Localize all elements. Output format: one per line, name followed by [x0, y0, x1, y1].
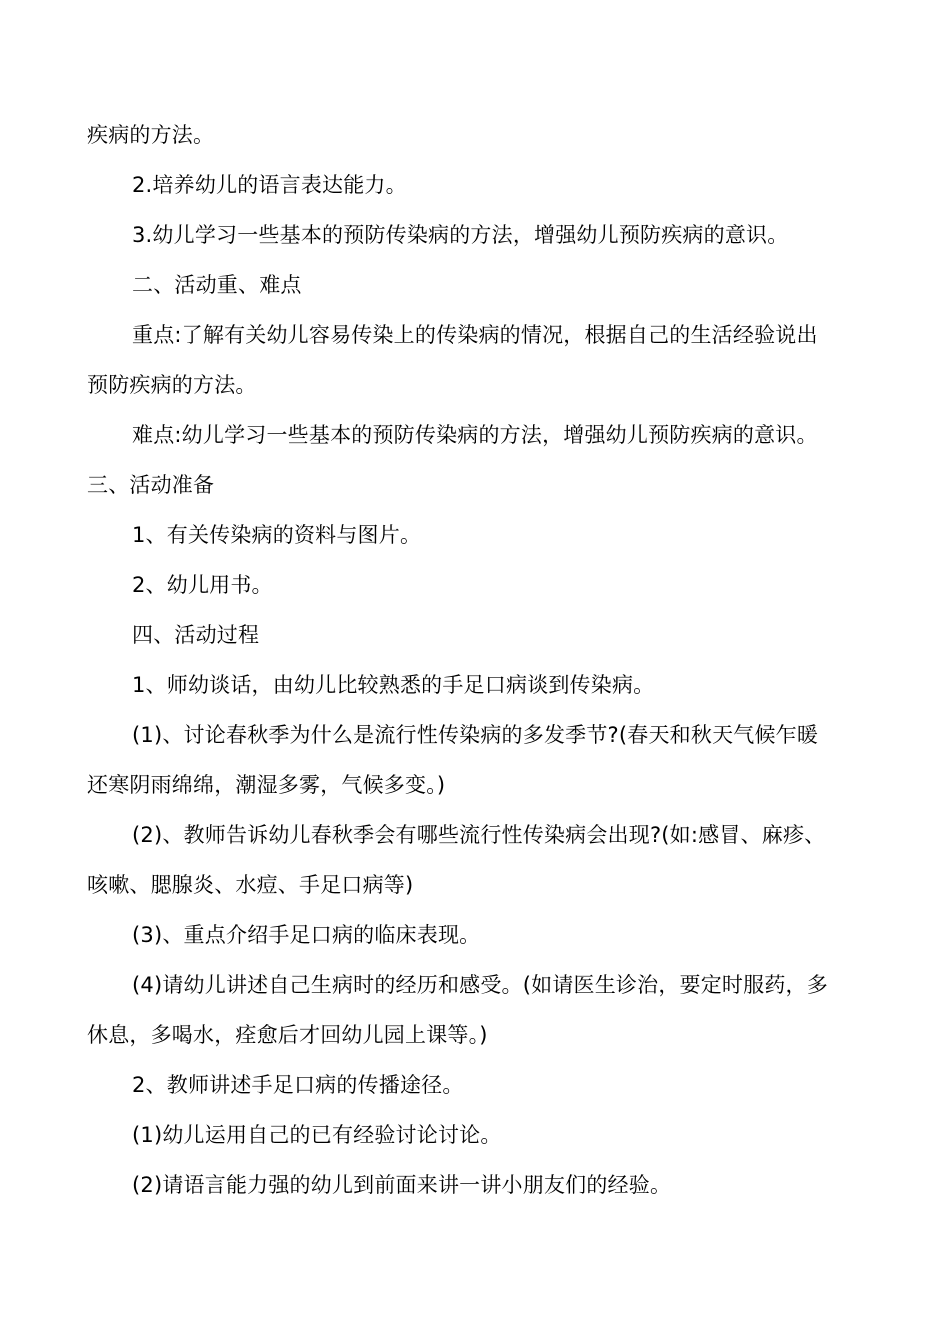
process-substep: (1)、讨论春秋季为什么是流行性传染病的多发季节?(春天和秋天气候乍暖 — [132, 723, 819, 747]
key-point: 重点:了解有关幼儿容易传染上的传染病的情况，根据自己的生活经验说出 — [132, 323, 818, 347]
preparation-item: 1、有关传染病的资料与图片。 — [132, 523, 422, 547]
process-substep: (2)、教师告诉幼儿春秋季会有哪些流行性传染病会出现?(如:感冒、麻疹、 — [132, 823, 826, 847]
difficult-point: 难点:幼儿学习一些基本的预防传染病的方法，增强幼儿预防疾病的意识。 — [132, 423, 818, 447]
section-heading: 二、活动重、难点 — [132, 273, 302, 297]
text-line: 休息，多喝水，痊愈后才回幼儿园上课等。) — [87, 1023, 488, 1047]
text-line: 疾病的方法。 — [87, 123, 215, 147]
process-step: 2、教师讲述手足口病的传播途径。 — [132, 1073, 464, 1097]
process-substep: (1)幼儿运用自己的已有经验讨论讨论。 — [132, 1123, 502, 1147]
text-line: 咳嗽、腮腺炎、水痘、手足口病等) — [87, 873, 414, 897]
objective-item: 3.幼儿学习一些基本的预防传染病的方法，增强幼儿预防疾病的意识。 — [132, 223, 789, 247]
process-substep: (3)、重点介绍手足口病的临床表现。 — [132, 923, 481, 947]
text-line: 预防疾病的方法。 — [87, 373, 257, 397]
process-step: 1、师幼谈话，由幼儿比较熟悉的手足口病谈到传染病。 — [132, 673, 655, 697]
preparation-item: 2、幼儿用书。 — [132, 573, 273, 597]
process-substep: (4)请幼儿讲述自己生病时的经历和感受。(如请医生诊治，要定时服药，多 — [132, 973, 828, 997]
section-heading: 三、活动准备 — [87, 473, 215, 497]
text-line: 还寒阴雨绵绵，潮湿多雾，气候多变。) — [87, 773, 446, 797]
process-substep: (2)请语言能力强的幼儿到前面来讲一讲小朋友们的经验。 — [132, 1173, 672, 1197]
section-heading: 四、活动过程 — [132, 623, 260, 647]
objective-item: 2.培养幼儿的语言表达能力。 — [132, 173, 407, 197]
